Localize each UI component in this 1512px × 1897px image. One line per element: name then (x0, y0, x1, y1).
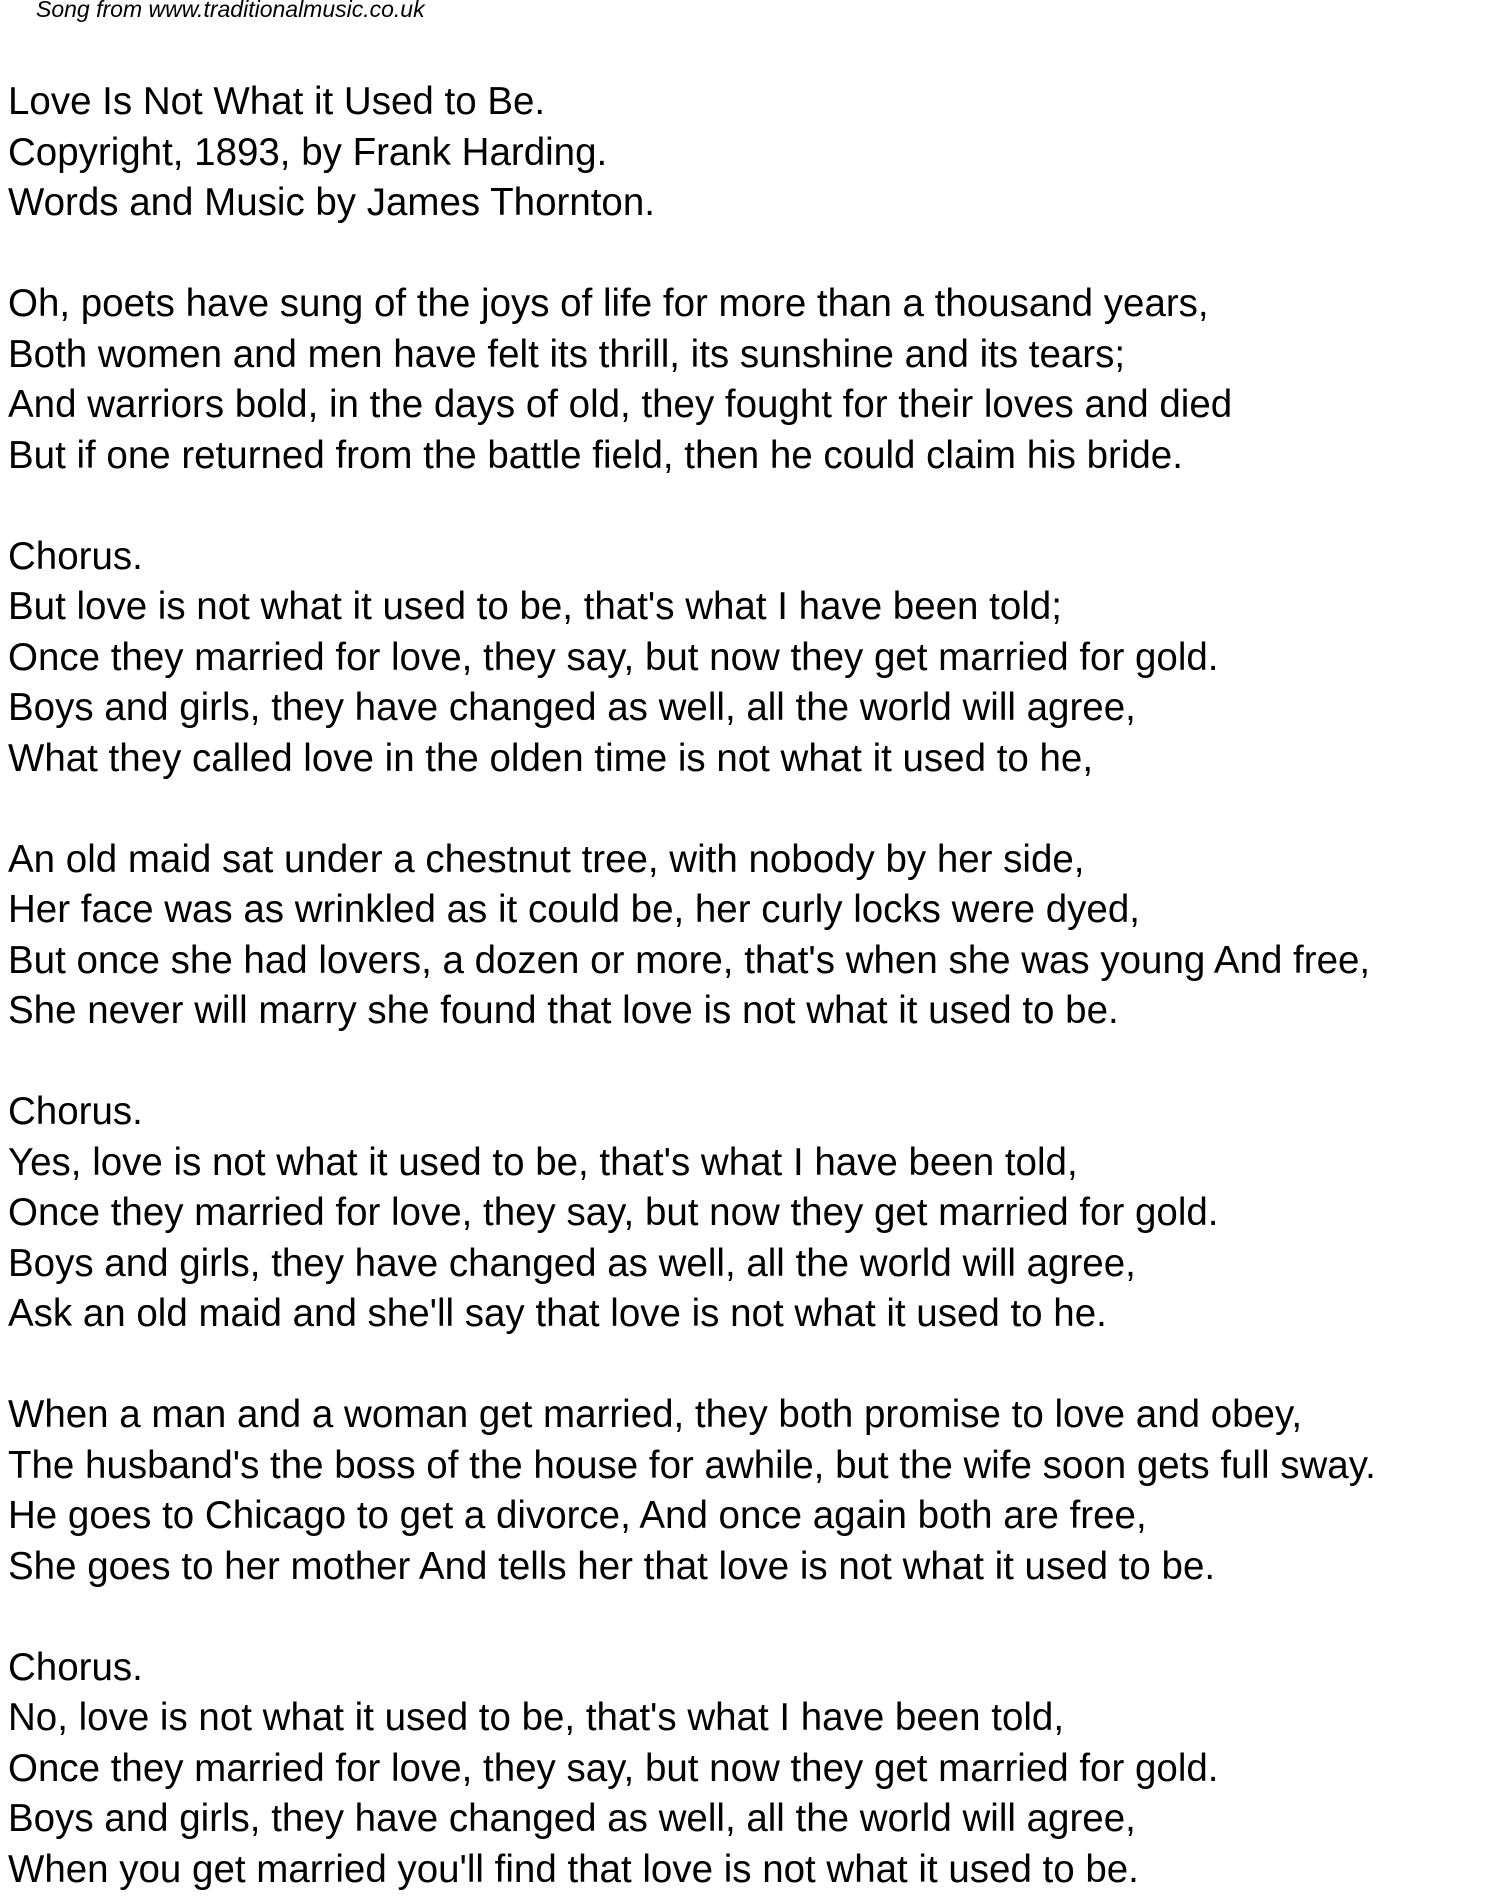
chorus-3-line-2: Once they married for love, they say, but now they get married for gold. (8, 1746, 1219, 1790)
stanza-gap (8, 784, 1508, 835)
chorus-3-heading: Chorus. (8, 1645, 143, 1689)
chorus-1-line-2: Once they married for love, they say, but now they get married for gold. (8, 635, 1219, 679)
verse-2-line-4: She never will marry she found that love is not what it used to be. (8, 989, 1119, 1032)
verse-3-line-3: He goes to Chicago to get a divorce, And once again both are free, (8, 1494, 1147, 1537)
chorus-2-line-4: Ask an old maid and she'll say that love is not what it used to he. (8, 1292, 1107, 1335)
chorus-1-line-1: But love is not what it used to be, that's what I have been told; (8, 585, 1062, 628)
verse-2-line-2: Her face was as wrinkled as it could be, her curly locks were dyed, (8, 888, 1140, 931)
chorus-3-line-1: No, love is not what it used to be, that's what I have been told, (8, 1696, 1065, 1739)
song-text (8, 77, 1508, 1895)
verse-3-line-1: When a man and a woman get married, they both promise to love and obey, (8, 1393, 1303, 1436)
verse-3-line-4: She goes to her mother And tells her that love is not what it used to be. (8, 1544, 1216, 1588)
credits-line: Words and Music by James Thornton. (8, 181, 655, 224)
copyright-line: Copyright, 1893, by Frank Harding. (8, 130, 608, 174)
chorus-2-heading: Chorus. (8, 1090, 143, 1133)
verse-3-line-2: The husband's the boss of the house for awhile, but the wife soon gets full sway. (8, 1443, 1376, 1487)
stanza-gap (8, 229, 1508, 280)
chorus-1-line-3: Boys and girls, they have changed as well, all the world will agree, (8, 686, 1136, 729)
stanza-gap (8, 1037, 1508, 1088)
chorus-2-line-1: Yes, love is not what it used to be, that's what I have been told, (8, 1140, 1078, 1184)
source-credit: Song from www.traditionalmusic.co.uk (36, 0, 425, 22)
chorus-1-line-4: What they called love in the olden time is not what it used to he, (8, 736, 1094, 780)
chorus-2-line-2: Once they married for love, they say, but now they get married for gold. (8, 1191, 1219, 1234)
song-title: Love Is Not What it Used to Be. (8, 80, 546, 123)
verse-2-line-3: But once she had lovers, a dozen or more, that's when she was young And free, (8, 938, 1371, 982)
chorus-3-line-4: When you get married you'll find that love is not what it used to be. (8, 1847, 1139, 1891)
verse-1-line-2: Both women and men have felt its thrill, its sunshine and its tears; (8, 332, 1126, 376)
chorus-2-line-3: Boys and girls, they have changed as well, all the world will agree, (8, 1241, 1136, 1285)
verse-2-line-1: An old maid sat under a chestnut tree, with nobody by her side, (8, 837, 1085, 881)
stanza-gap (8, 1340, 1508, 1391)
stanza-gap (8, 481, 1508, 532)
verse-1-line-3: And warriors bold, in the days of old, they fought for their loves and died (8, 383, 1233, 426)
verse-1-line-1: Oh, poets have sung of the joys of life for more than a thousand years, (8, 282, 1209, 325)
stanza-gap (8, 1592, 1508, 1643)
verse-1-line-4: But if one returned from the battle field, then he could claim his bride. (8, 433, 1183, 477)
chorus-1-heading: Chorus. (8, 534, 143, 578)
chorus-3-line-3: Boys and girls, they have changed as well, all the world will agree, (8, 1797, 1136, 1840)
